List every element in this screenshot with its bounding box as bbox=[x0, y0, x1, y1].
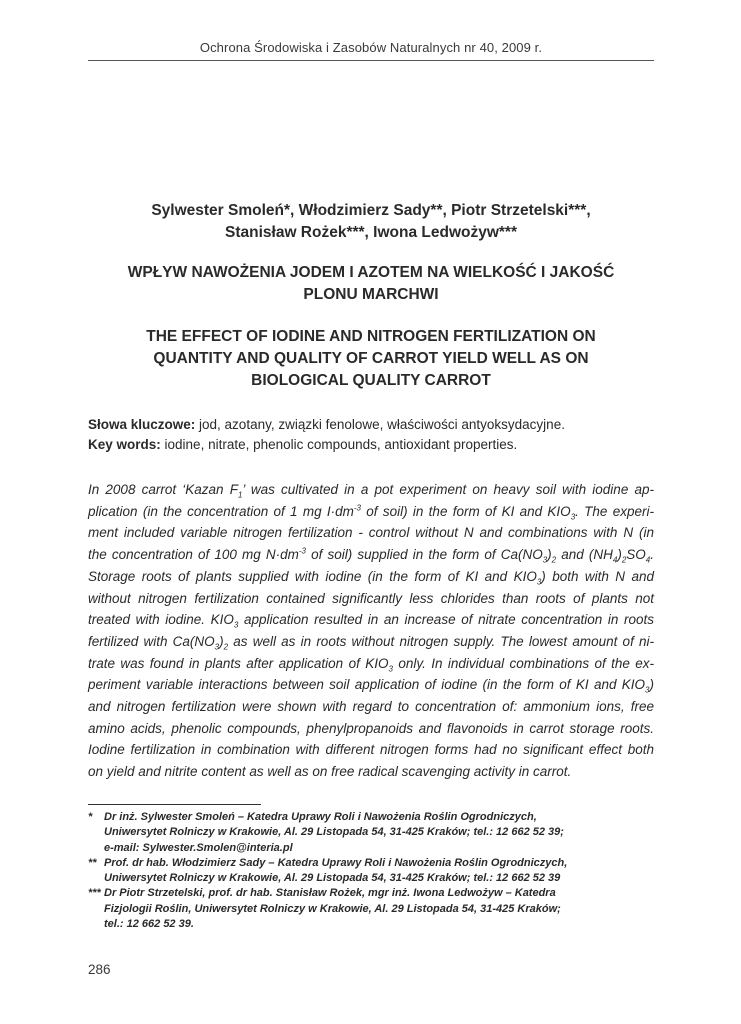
running-head: Ochrona Środowiska i Zasobów Naturalnych nr 40, 2009 r. bbox=[199, 40, 543, 55]
abstract-line: plication (in the concentration of 1 mg $I\cdot dm^{-3}$ of soil) in the form of KI and $KIO_3$. The experi- bbox=[88, 503, 654, 522]
title-polish-line-1: WPŁYW NAWOŻENIA JODEM I AZOTEM NA WIELKOŚĆ I JAKOŚĆ bbox=[127, 264, 615, 281]
footnotes bbox=[88, 810, 668, 932]
keywords-polish bbox=[88, 416, 654, 434]
footnote-line: Fizjologii Roślin, Uniwersytet Rolniczy w Krakowie, Al. 29 Listopada 54, 31-425 Kraków; bbox=[104, 902, 561, 915]
page-number: 286 bbox=[88, 962, 111, 977]
footnote-marker: * bbox=[88, 811, 93, 823]
abstract-line: fertilized with $Ca(NO_3)_2$ as well as in roots without nitrogen supply. The lowest amount of ni- bbox=[88, 633, 655, 652]
footnote-3 bbox=[88, 886, 668, 932]
abstract-line: without nitrogen fertilization contained significantly less chlorides than roots of plants not bbox=[88, 590, 654, 606]
footnote-line: Prof. dr hab. Włodzimierz Sady – Katedra Uprawy Roli i Nawożenia Roślin Ogrodniczych, bbox=[104, 856, 568, 869]
footnote-line: tel.: 12 662 52 39. bbox=[104, 918, 194, 931]
footnote-line: Dr Piotr Strzetelski, prof. dr hab. Stanisław Rożek, mgr inż. Iwona Ledwożyw – Katedra bbox=[104, 887, 556, 900]
footnote-line: Uniwersytet Rolniczy w Krakowie, Al. 29 Listopada 54, 31-425 Kraków; tel.: 12 662 52 39; bbox=[104, 826, 564, 839]
authors-line-1: Sylwester Smoleń*, Włodzimierz Sady**, Piotr Strzetelski***, bbox=[151, 202, 591, 219]
abstract-line: the concentration of 100 mg $N\cdot dm^{-3}$ of soil) supplied in the form of $Ca(NO_3)_2$ and $(NH_4)_2SO_4$. bbox=[88, 546, 654, 565]
title-polish bbox=[88, 262, 654, 306]
abstract-line: amino acids, phenolic compounds, phenylpropanoids and flavonoids in carrot storage roots. bbox=[88, 720, 654, 736]
footnote-email: e-mail: Sylwester.Smolen@interia.pl bbox=[104, 841, 293, 854]
abstract-line: treated with iodine. $KIO_3$ application resulted in an increase of nitrate concentration in roots bbox=[88, 612, 655, 630]
keywords-english-label: Key words: bbox=[88, 437, 161, 452]
abstract-line: on yield and nitrite content as well as on free radical scavenging activity in carrot. bbox=[88, 764, 572, 780]
keywords-english bbox=[88, 436, 654, 454]
authors bbox=[88, 200, 654, 244]
footnote-line: Dr inż. Sylwester Smoleń – Katedra Uprawy Roli i Nawożenia Roślin Ogrodniczych, bbox=[104, 811, 537, 823]
title-english-line-3: BIOLOGICAL QUALITY CARROT bbox=[251, 372, 491, 389]
header-rule bbox=[88, 60, 654, 61]
footnote-marker: *** bbox=[88, 887, 101, 900]
abstract-line: periment variable interactions between soil application of iodine (in the form of KI and $KIO_3$) bbox=[88, 677, 654, 696]
title-english-line-1: THE EFFECT OF IODINE AND NITROGEN FERTILIZATION ON bbox=[146, 328, 596, 345]
footnote-1 bbox=[88, 810, 668, 856]
title-polish-line-2: PLONU MARCHWI bbox=[303, 286, 439, 303]
authors-line-2: Stanisław Rożek***, Iwona Ledwożyw*** bbox=[225, 224, 517, 241]
title-english-line-2: QUANTITY AND QUALITY OF CARROT YIELD WELL AS ON bbox=[153, 350, 589, 367]
abstract-line: Iodine fertilization in combination with different nitrogen forms had no significant effect both bbox=[88, 742, 654, 758]
footnote-marker: ** bbox=[88, 856, 97, 869]
title-english bbox=[88, 326, 654, 392]
abstract-line: In 2008 carrot ‘Kazan $F_1$’ was cultivated in a pot experiment on heavy soil with iodine ap- bbox=[88, 482, 654, 500]
abstract-line: and nitrogen fertilization were shown with regard to concentration of: ammonium ions, free bbox=[88, 699, 654, 715]
keywords-polish-label: Słowa kluczowe: bbox=[88, 417, 196, 432]
footnote-line: Uniwersytet Rolniczy w Krakowie, Al. 29 Listopada 54, 31-425 Kraków; tel.: 12 662 52 39 bbox=[104, 872, 561, 885]
footnote-2 bbox=[88, 856, 668, 887]
keywords-english-text: iodine, nitrate, phenolic compounds, antioxidant properties. bbox=[160, 437, 518, 452]
abstract-line: ment included variable nitrogen fertilization - control without N and combinations with N (in bbox=[88, 525, 654, 541]
abstract bbox=[88, 479, 654, 783]
keywords-polish-text: jod, azotany, związki fenolowe, właściwości antyoksydacyjne. bbox=[195, 417, 565, 432]
footnote-rule bbox=[88, 804, 261, 805]
abstract-line: Storage roots of plants supplied with iodine (in the form of KI and $KIO_3$) both with N and bbox=[88, 568, 654, 587]
abstract-line: trate was found in plants after application of $KIO_3$ only. In individual combinations of the ex- bbox=[88, 655, 655, 674]
